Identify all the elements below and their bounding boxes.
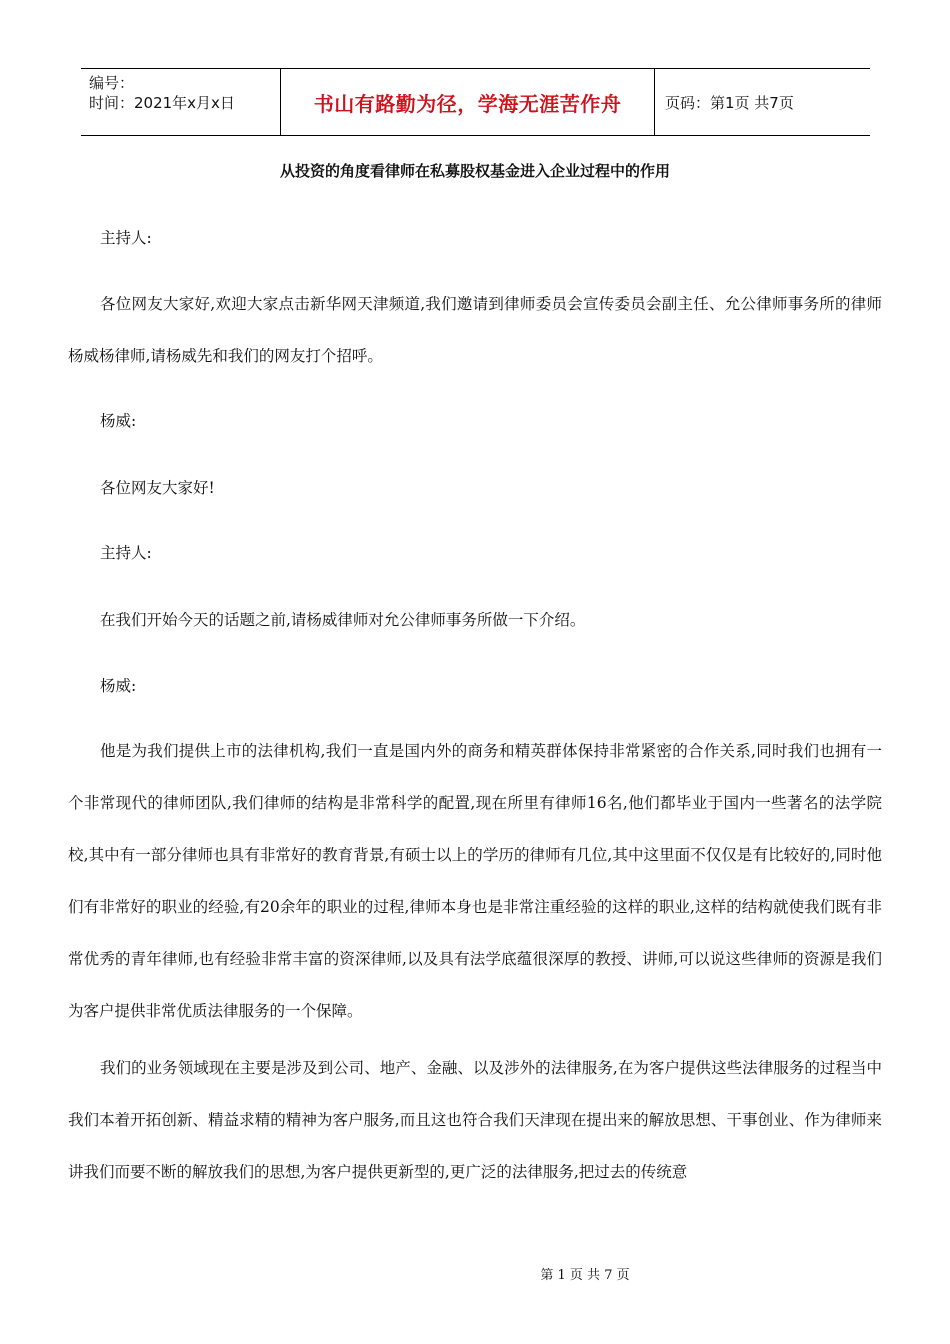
paragraph-question: 在我们开始今天的话题之前,请杨威律师对允公律师事务所做一下介绍。 [100, 611, 586, 629]
paragraph-speaker-1: 杨威: [100, 412, 137, 430]
number-label: 编号： [89, 74, 135, 92]
paragraph-host-2: 主持人: [100, 544, 152, 562]
paragraph-intro: 各位网友大家好,欢迎大家点击新华网天津频道,我们邀请到律师委员会宣传委员会副主任、允公律师事务所的律师杨威杨律师,请杨威先和我们的网友打个招呼。 [68, 295, 882, 365]
header-page-info: 页码：第1页 共7页 [665, 93, 794, 112]
header-motto: 书山有路勤为径，学海无涯苦作舟 [281, 69, 655, 135]
paragraph-greeting: 各位网友大家好! [100, 479, 215, 497]
page-footer: 第 1 页 共 7 页 [540, 1268, 630, 1283]
paragraph-host-1: 主持人: [100, 229, 152, 247]
paragraph-firm-intro: 他是为我们提供上市的法律机构,我们一直是国内外的商务和精英群体保持非常紧密的合作关系,同时我们也拥有一个非常现代的律师团队,我们律师的结构是非常科学的配置,现在所里有律师16名,他们都毕业于国内一些著名的法学院校,其中有一部分律师也具有非常好的教育背景,有硕士以上的学历的律师有几位,其中这里面不仅仅是有比较好的,同时他们有非常好的职业的经验,有20余年的职业的过程,律师本身也是非常注重经验的这样的职业,这样的结构就使我们既有非常优秀的青年律师,也有经验非常丰富的资深律师,以及具有法学底蕴很深厚的教授、讲师,可以说这些律师的资源是我们为客户提供非常优质法律服务的一个保障。 [68, 742, 882, 1020]
paragraph-speaker-2: 杨威: [100, 677, 137, 695]
date-label: 时间：2021年x月x日 [89, 94, 235, 112]
document-title: 从投资的角度看律师在私募股权基金进入企业过程中的作用 [279, 162, 670, 180]
paragraph-business: 我们的业务领域现在主要是涉及到公司、地产、金融、以及涉外的法律服务,在为客户提供这些法律服务的过程当中我们本着开拓创新、精益求精的精神为客户服务,而且这也符合我们天津现在提出来的解放思想、干事创业、作为律师来讲我们而要不断的解放我们的思想,为客户提供更新型的,更广泛的法律服务,把过去的传统意 [68, 1059, 882, 1181]
header-meta [81, 69, 281, 135]
header-table [81, 68, 870, 136]
